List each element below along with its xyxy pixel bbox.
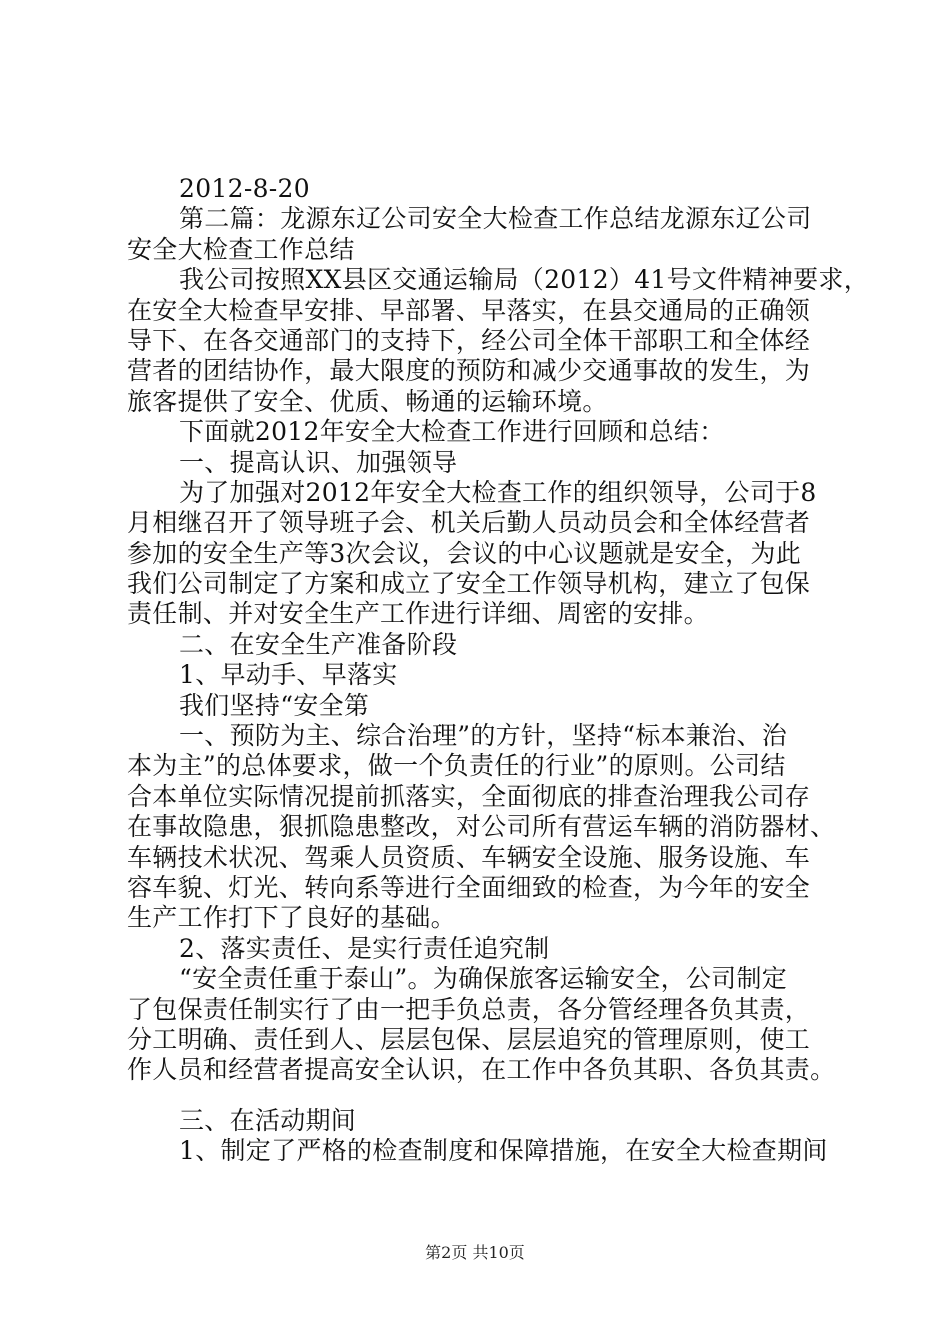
text-line: 一、预防为主、综合治理”的方针，坚持“标本兼治、治: [179, 721, 788, 751]
text-line: 安全大检查工作总结: [127, 234, 355, 264]
text-line: 作人员和经营者提高安全认识，在工作中各负其职、各负其责。: [127, 1055, 836, 1085]
text-line: 参加的安全生产等3次会议，会议的中心议题就是安全，为此: [127, 538, 802, 568]
document-body: [127, 174, 870, 1167]
text-line: 合本单位实际情况提前抓落实，全面彻底的排查治理我公司存: [127, 781, 811, 811]
page-footer: 第2页 共10页: [425, 1243, 525, 1262]
text-line: 在事故隐患，狠抓隐患整改，对公司所有营运车辆的消防器材、: [127, 812, 836, 842]
text-line: “安全责任重于泰山”。为确保旅客运输安全，公司制定: [179, 964, 788, 994]
text-line: 月相继召开了领导班子会、机关后勤人员动员会和全体经营者: [127, 508, 811, 538]
text-line: 分工明确、责任到人、层层包保、层层追究的管理原则，使工: [127, 1024, 811, 1054]
text-line: [127, 1086, 833, 1106]
text-line: 责任制、并对安全生产工作进行详细、周密的安排。: [127, 599, 709, 629]
text-line: 导下、在各交通部门的支持下，经公司全体干部职工和全体经: [127, 325, 811, 355]
text-line: 一、提高认识、加强领导: [179, 447, 458, 477]
text-line: 旅客提供了安全、优质、畅通的运输环境。: [127, 386, 608, 416]
text-line: 1、制定了严格的检查制度和保障措施，在安全大检查期间: [179, 1136, 828, 1166]
text-line: 我们坚持“安全第: [179, 690, 370, 720]
text-line: 第二篇：龙源东辽公司安全大检查工作总结龙源东辽公司: [179, 204, 812, 234]
text-line: 本为主”的总体要求，做一个负责任的行业”的原则。公司结: [127, 751, 786, 781]
text-line: 2012-8-20: [179, 174, 310, 203]
text-line: 我公司按照XX县区交通运输局（2012）41号文件精神要求，: [179, 265, 870, 295]
text-line: 了包保责任制实行了由一把手负总责，各分管经理各负其责，: [127, 994, 811, 1024]
text-line: 在安全大检查早安排、早部署、早落实，在县交通局的正确领: [127, 295, 811, 325]
text-line: 生产工作打下了良好的基础。: [127, 903, 456, 933]
text-line: 三、在活动期间: [179, 1105, 357, 1135]
text-line: 1、早动手、早落实: [179, 660, 398, 690]
text-line: 我们公司制定了方案和成立了安全工作领导机构，建立了包保: [127, 569, 811, 599]
text-line: 容车貌、灯光、转向系等进行全面细致的检查，为今年的安全: [127, 872, 811, 902]
text-line: 营者的团结协作，最大限度的预防和减少交通事故的发生，为: [127, 356, 811, 386]
text-line: 下面就2012年安全大检查工作进行回顾和总结：: [179, 417, 725, 447]
text-line: 车辆技术状况、驾乘人员资质、车辆安全设施、服务设施、车: [127, 842, 811, 872]
text-line: 为了加强对2012年安全大检查工作的组织领导，公司于8: [179, 477, 817, 507]
text-line: 二、在安全生产准备阶段: [179, 629, 458, 659]
text-line: 2、落实责任、是实行责任追究制: [179, 933, 550, 963]
